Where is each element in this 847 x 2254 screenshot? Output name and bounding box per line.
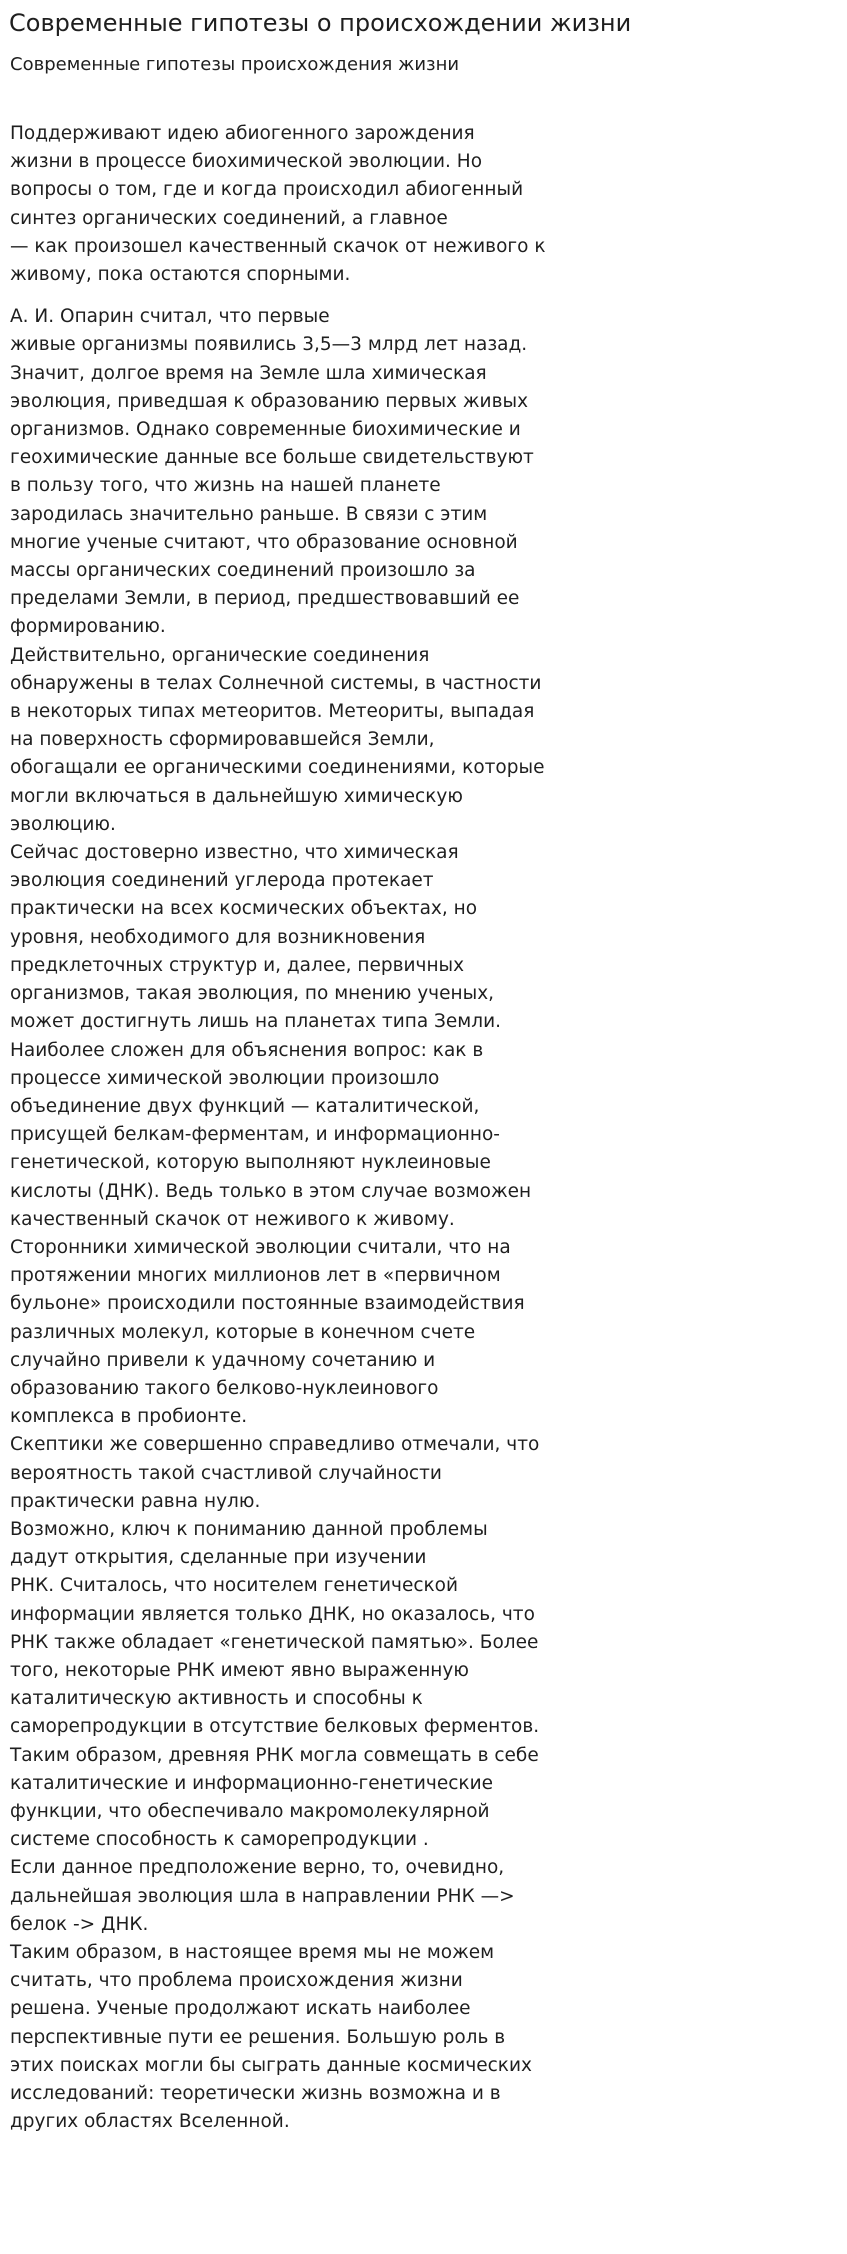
paragraph-conclusion: Таким образом, в настоящее время мы не можем считать, что проблема происхождения жизни решена. Ученые продолжают искать наиболее перспективные пути ее решения. Большую роль в этих поисках могли бы сыграть данные космических исследований: теоретически жизнь возможна и в других областях Вселенной.	[10, 1942, 532, 2133]
page-title: Современные гипотезы о происхождении жизни	[9, 9, 632, 37]
paragraph-intro: Поддерживают идею абиогенного зарождения жизни в процессе биохимической эволюции. Но вопросы о том, где и когда происходил абиогенный синтез органических соединений, а главное — как произошел качественный скачок от неживого к живому, пока остаются спорными.	[10, 123, 546, 286]
paragraph-two-functions: Наиболее сложен для объяснения вопрос: как в процессе химической эволюции произошло объединение двух функций — каталитической, присущей белкам-ферментам, и информационно- генетической, которую выполняют нуклеиновые кислоты (ДНК). Ведь только в этом случае возможен качественный скачок от неживого к живому.	[10, 1039, 532, 1230]
paragraph-rna-protein-dna: Если данное предположение верно, то, очевидно, дальнейшая эволюция шла в направлении РНК —> белок -> ДНК.	[10, 1857, 515, 1935]
paragraph-primordial-soup: Сторонники химической эволюции считали, что на протяжении многих миллионов лет в «первичном бульоне» происходили постоянные взаимодействия различных молекул, которые в конечном счете случайно привели к удачному сочетанию и образованию такого белково-нуклеинового комплекса в пробионте.	[10, 1236, 525, 1428]
article-body	[10, 120, 580, 2136]
paragraph-oparin: А. И. Опарин считал, что первые живые организмы появились 3,5—3 млрд лет назад. Значит, долгое время на Земле шла химическая эволюция, приведшая к образованию первых живых организмов. Однако современные биохимические и геохимические данные все больше свидетельствуют в пользу того, что жизнь на нашей планете зародилась значительно раньше. В связи с этим многие ученые считают, что образование основной массы органических соединений произошло за пределами Земли, в период, предшествовавший ее формированию.	[10, 306, 534, 638]
paragraph-skeptics: Скептики же совершенно справедливо отмечали, что вероятность такой счастливой случайности практически равна нулю.	[10, 1434, 540, 1512]
paragraph-meteorites: Действительно, органические соединения обнаружены в телах Солнечной системы, в частности в некоторых типах метеоритов. Метеориты, выпадая на поверхность сформировавшейся Земли, обогащали ее органическими соединениями, которые могли включаться в дальнейшую химическую эволюцию.	[10, 644, 545, 835]
paragraph-chemical-evolution: Сейчас достоверно известно, что химическая эволюция соединений углерода протекает практически на всех космических объектах, но уровня, необходимого для возникновения предклеточных структур и, далее, первичных организмов, такая эволюция, по мнению ученых, может достигнуть лишь на планетах типа Земли.	[10, 842, 501, 1033]
page-subtitle: Современные гипотезы происхождения жизни	[10, 54, 460, 75]
paragraph-rna: Возможно, ключ к пониманию данной проблемы дадут открытия, сделанные при изучении РНК. Считалось, что носителем генетической информации является только ДНК, но оказалось, что РНК также обладает «генетической памятью». Более того, некоторые РНК имеют явно выраженную каталитическую активность и способны к саморепродукции в отсутствие белковых ферментов. Таким образом, древняя РНК могла совмещать в себе каталитические и информационно-генетические функции, что обеспечивало макромолекулярной системе способность к саморепродукции .	[10, 1518, 540, 1851]
